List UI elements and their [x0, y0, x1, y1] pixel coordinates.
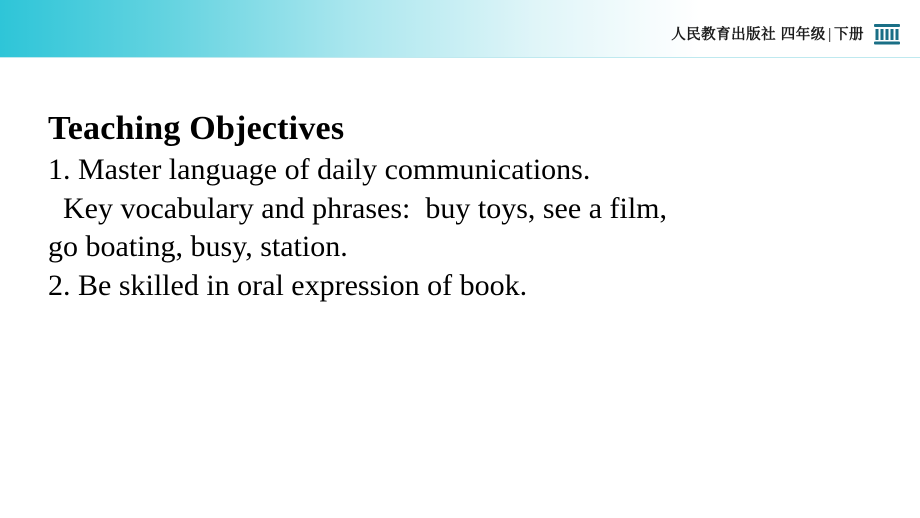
volume-label: 下册	[834, 26, 864, 43]
publisher-info	[671, 23, 864, 44]
grade-label: 四年级	[780, 26, 826, 43]
objective-line-4: 2. Be skilled in oral expression of book.	[48, 268, 528, 302]
book-logo-icon	[872, 18, 902, 48]
slide-content	[48, 108, 888, 305]
header-divider	[0, 57, 920, 58]
header-meta	[671, 18, 902, 48]
objective-line-1: 1. Master language of daily communications.	[48, 153, 591, 187]
publisher-name: 人民教育出版社	[671, 26, 777, 43]
objective-line-2: Key vocabulary and phrases: buy toys, see a film,	[48, 191, 667, 225]
page-title: Teaching Objectives	[48, 110, 345, 147]
objective-line-3: go boating, busy, station.	[48, 230, 348, 264]
meta-separator: |	[827, 26, 832, 43]
